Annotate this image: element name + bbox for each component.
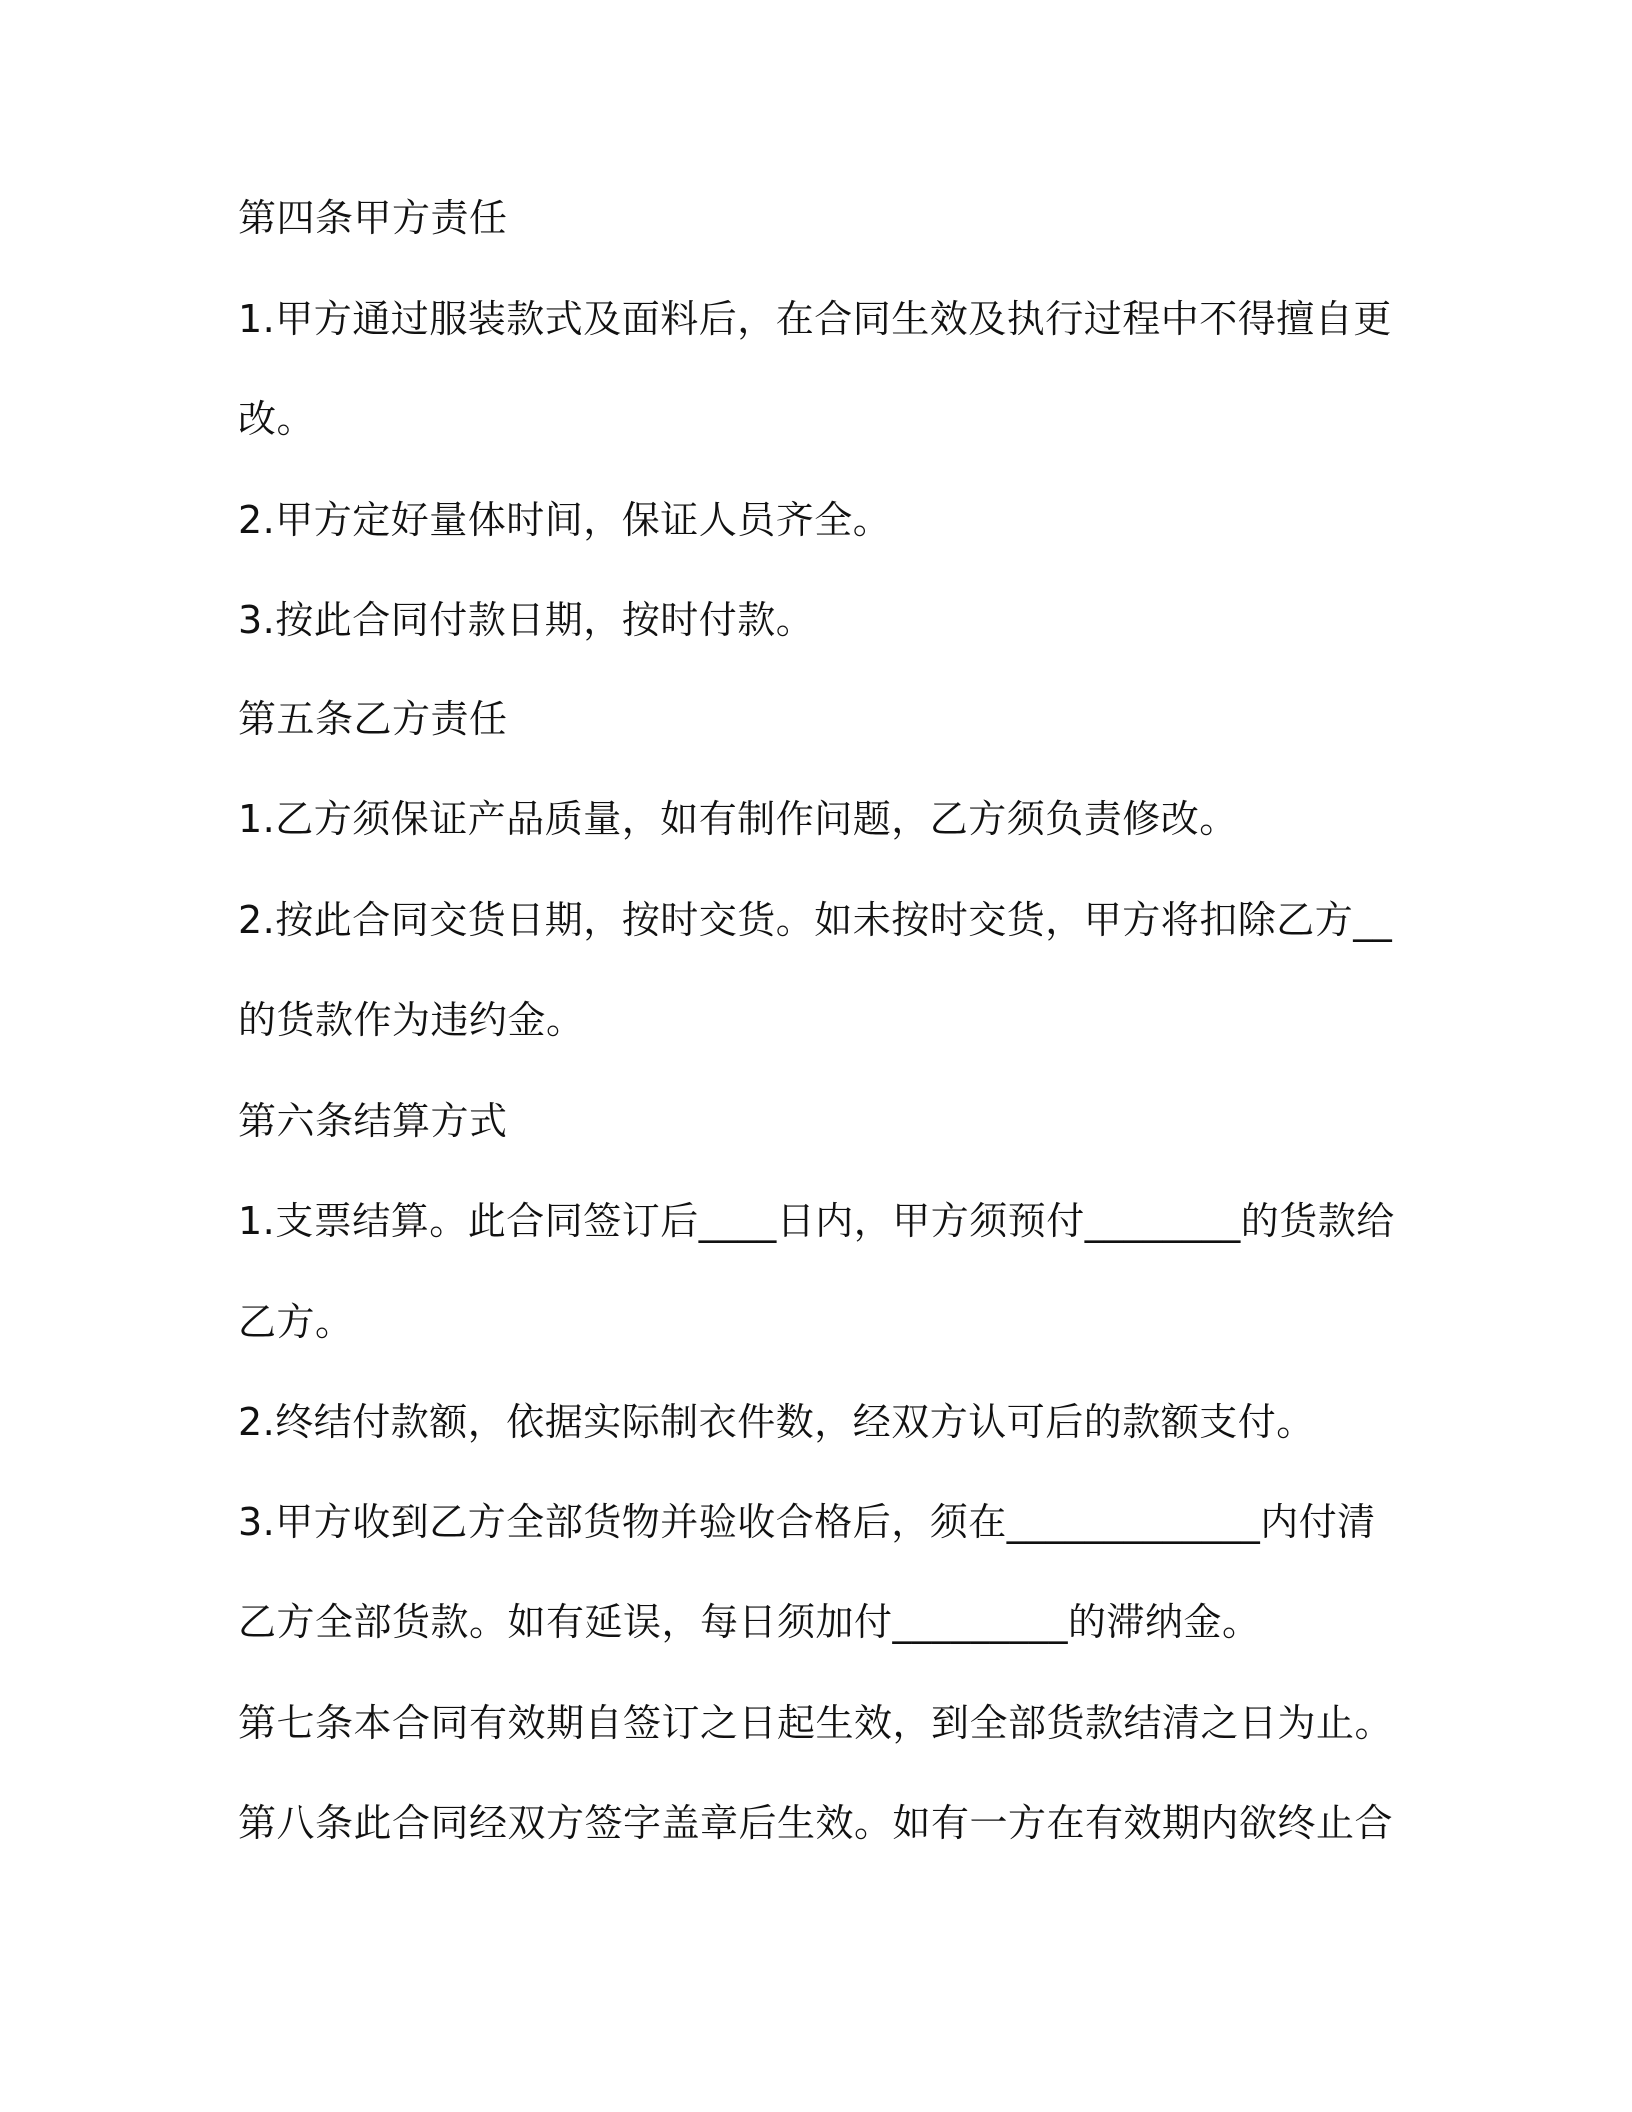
article-7: 第七条本合同有效期自签订之日起生效，到全部货款结清之日为止。	[238, 1701, 1394, 1745]
article-4-clause-3: 3.按此合同付款日期，按时付款。	[238, 598, 815, 642]
article-6-clause-3-line-1: 3.甲方收到乙方全部货物并验收合格后，须在_____________内付清	[238, 1500, 1376, 1544]
article-6-heading: 第六条结算方式	[238, 1099, 508, 1143]
article-5-clause-2-line-1: 2.按此合同交货日期，按时交货。如未按时交货，甲方将扣除乙方__	[238, 898, 1393, 942]
article-6-clause-3-line-2: 乙方全部货款。如有延误，每日须加付_________的滞纳金。	[238, 1600, 1261, 1644]
article-8-line-1: 第八条此合同经双方签字盖章后生效。如有一方在有效期内欲终止合	[238, 1801, 1394, 1845]
article-5-clause-2-line-2: 的货款作为违约金。	[238, 998, 585, 1042]
article-6-clause-2: 2.终结付款额，依据实际制衣件数，经双方认可后的款额支付。	[238, 1400, 1315, 1444]
article-6-clause-1-line-1: 1.支票结算。此合同签订后____日内，甲方须预付________的货款给	[238, 1199, 1395, 1243]
article-4-heading: 第四条甲方责任	[238, 196, 508, 240]
article-5-clause-1: 1.乙方须保证产品质量，如有制作问题，乙方须负责修改。	[238, 797, 1238, 841]
article-6-clause-1-line-2: 乙方。	[238, 1300, 354, 1344]
article-5-heading: 第五条乙方责任	[238, 697, 508, 741]
article-4-clause-2: 2.甲方定好量体时间，保证人员齐全。	[238, 498, 892, 542]
article-4-clause-1-line-2: 改。	[238, 397, 316, 441]
article-4-clause-1-line-1: 1.甲方通过服装款式及面料后，在合同生效及执行过程中不得擅自更	[238, 297, 1392, 341]
